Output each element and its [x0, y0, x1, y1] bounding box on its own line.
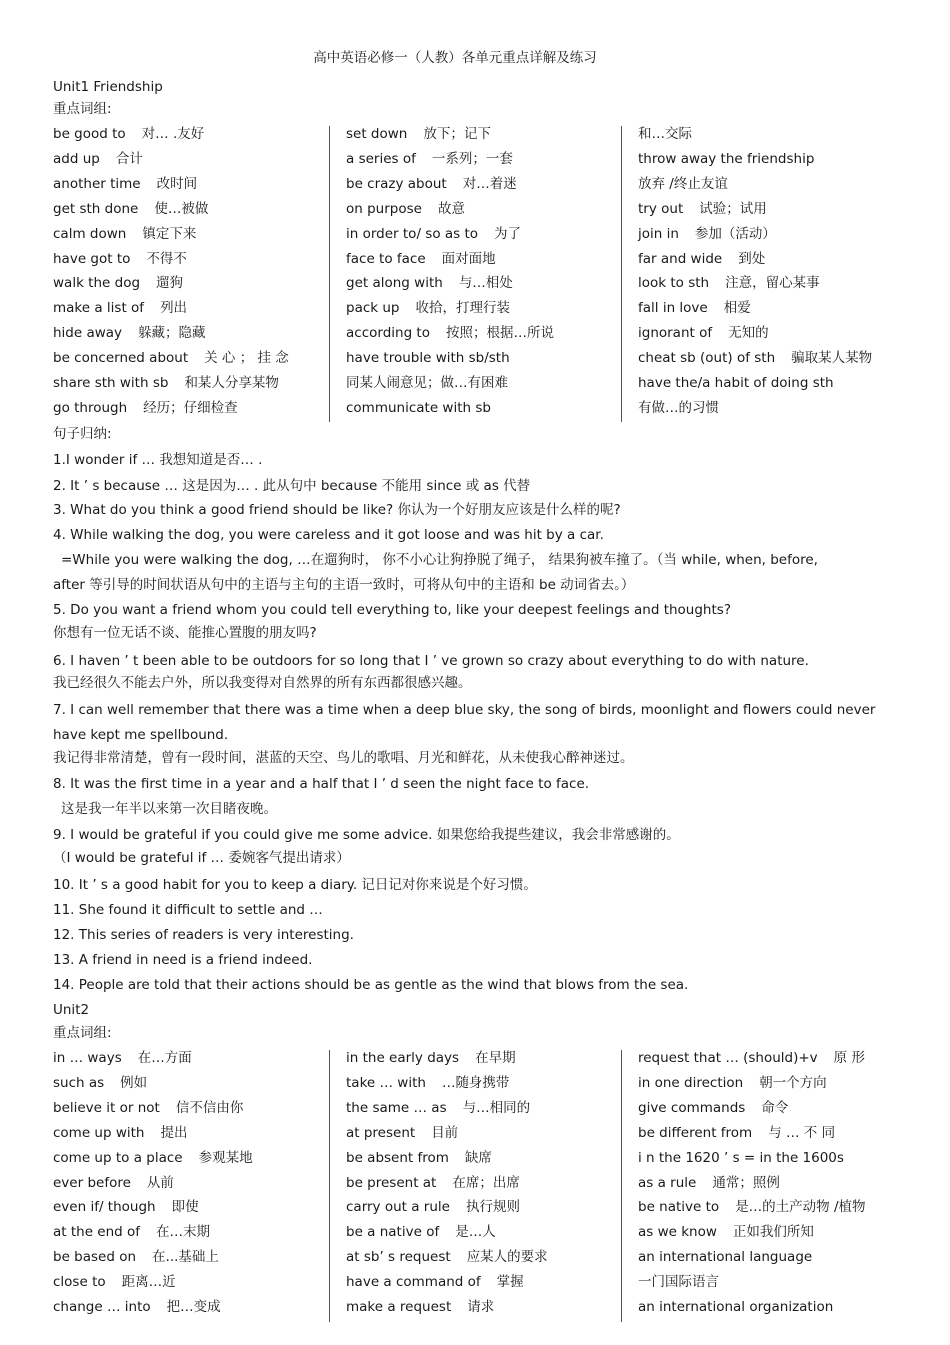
- vocab-english: get along with: [346, 275, 443, 292]
- vocab-item: [346, 350, 510, 366]
- vocab-english: have the/a habit of doing sth: [638, 375, 834, 391]
- vocab-chinese: 和某人分享某物: [184, 375, 279, 391]
- vocab-item: [346, 400, 491, 416]
- vocab-chinese: 相爱: [723, 300, 751, 317]
- vocab-chinese: 即使: [171, 1199, 199, 1216]
- vocab-chinese: 使…被做: [154, 200, 209, 217]
- vocab-english: share sth with sb: [53, 375, 169, 391]
- vocab-chinese: 例如: [120, 1074, 148, 1091]
- column-divider: [329, 126, 330, 422]
- vocab-chinese: 对…着迷: [462, 175, 517, 192]
- vocab-english: close to: [53, 1274, 106, 1291]
- column-divider: [621, 1050, 622, 1322]
- vocab-item: [346, 1274, 524, 1290]
- vocab-chinese: 从前: [146, 1174, 174, 1191]
- vocab-chinese: 放下；记下: [423, 126, 491, 142]
- vocab-english: carry out a rule: [346, 1199, 450, 1216]
- vocab-chinese: 在席；出席: [452, 1174, 520, 1191]
- vocab-item: [346, 275, 513, 291]
- sentence-line: 12. This series of readers is very interesting.: [53, 927, 354, 943]
- vocab-english: in order to/ so as to: [346, 225, 479, 242]
- document-title: 高中英语必修一（人教）各单元重点详解及练习: [313, 50, 597, 66]
- vocab-item: [53, 1175, 174, 1191]
- vocab-item: [346, 201, 465, 217]
- vocab-chinese: 为了: [494, 225, 522, 242]
- vocab-chinese: 列出: [160, 300, 188, 317]
- vocab-chinese: 把…变成: [166, 1299, 221, 1315]
- vocab-chinese: 在…方面: [137, 1050, 192, 1066]
- vocab-item: [346, 1150, 492, 1166]
- vocab-english: take … with: [346, 1074, 426, 1091]
- vocab-chinese: 目前: [431, 1124, 459, 1141]
- vocab-english: add up: [53, 150, 100, 167]
- vocab-english: at present: [346, 1124, 416, 1141]
- vocab-chinese: 应某人的要求: [466, 1249, 548, 1266]
- vocab-chinese: 注意，留心某事: [725, 275, 820, 292]
- unit2-vocab-label: 重点词组:: [53, 1025, 112, 1041]
- vocab-item: [638, 1224, 814, 1240]
- vocab-english: far and wide: [638, 250, 723, 267]
- column-divider: [329, 1050, 330, 1322]
- sentence-line: after 等引导的时间状语从句中的主语与主句的主语一致时，可将从句中的主语和 be 动词省去。）: [53, 577, 635, 593]
- sentence-line: have kept me spellbound.: [53, 727, 229, 743]
- vocab-english: be different from: [638, 1124, 753, 1141]
- vocab-item: [346, 325, 554, 341]
- vocab-chinese: 掌握: [496, 1274, 524, 1291]
- vocab-item: [53, 325, 206, 341]
- vocab-english: make a request: [346, 1299, 452, 1315]
- vocab-item: [53, 1100, 243, 1116]
- vocab-item: [638, 1100, 788, 1116]
- vocab-english: calm down: [53, 225, 127, 242]
- vocab-english: the same … as: [346, 1099, 447, 1116]
- vocab-english: face to face: [346, 250, 426, 267]
- vocab-chinese: 和…交际: [638, 126, 692, 142]
- vocab-english: get sth done: [53, 200, 139, 217]
- vocab-chinese: 改时间: [156, 175, 198, 192]
- vocab-item: [53, 350, 289, 366]
- vocab-chinese: 与…相同的: [462, 1099, 531, 1116]
- vocab-chinese: 有做…的习惯: [638, 399, 719, 416]
- vocab-english: walk the dog: [53, 275, 141, 292]
- vocab-chinese: 骗取某人某物: [791, 350, 873, 367]
- vocab-item: [53, 176, 197, 192]
- vocab-chinese: 一门国际语言: [638, 1274, 719, 1291]
- vocab-chinese: 躲藏；隐藏: [138, 325, 206, 342]
- vocab-english: join in: [638, 225, 679, 242]
- vocab-chinese: 参加（活动）: [694, 225, 776, 242]
- vocab-english: be a native of: [346, 1224, 440, 1241]
- vocab-item: [346, 1100, 530, 1116]
- sentence-line: 13. A friend in need is a friend indeed.: [53, 952, 313, 968]
- unit2-title: Unit2: [53, 1002, 90, 1018]
- vocab-item: [53, 1299, 221, 1315]
- vocab-english: hide away: [53, 325, 123, 342]
- vocab-item: [53, 1224, 210, 1240]
- vocab-item: [346, 1175, 520, 1191]
- vocab-english: be present at: [346, 1174, 437, 1191]
- vocab-english: be based on: [53, 1249, 137, 1266]
- sentence-line: 1.I wonder if … 我想知道是否… .: [53, 452, 263, 468]
- vocab-english: come up with: [53, 1124, 145, 1141]
- vocab-english: believe it or not: [53, 1099, 160, 1116]
- vocab-item: [53, 375, 279, 391]
- sentence-line: =While you were walking the dog, …在遛狗时， 你不小心让狗挣脱了绳子， 结果狗被车撞了。（当 while, when, before,: [61, 552, 818, 568]
- vocab-item: [53, 1125, 188, 1141]
- vocab-english: make a list of: [53, 300, 145, 317]
- vocab-chinese: 经历；仔细检查: [143, 399, 238, 416]
- vocab-item: [53, 126, 204, 142]
- vocab-item: [53, 1199, 199, 1215]
- vocab-chinese: 故意: [437, 200, 465, 217]
- vocab-item: [53, 1150, 253, 1166]
- vocab-english: a series of: [346, 150, 416, 167]
- sentence-line: 14. People are told that their actions should be as gentle as the wind that blows from the sea.: [53, 977, 689, 993]
- vocab-chinese: 在早期: [475, 1050, 516, 1066]
- vocab-item: [346, 1299, 494, 1315]
- vocab-item: [346, 1249, 548, 1265]
- sentence-line: 4. While walking the dog, you were careless and it got loose and was hit by a car.: [53, 527, 604, 543]
- vocab-item: [53, 1050, 192, 1066]
- sentence-line: 7. I can well remember that there was a time when a deep blue sky, the song of birds, moonlight and flowers could never: [53, 702, 876, 718]
- vocab-item: [53, 1075, 147, 1091]
- vocab-english: in one direction: [638, 1074, 744, 1091]
- vocab-chinese: 通常；照例: [712, 1174, 780, 1191]
- sentence-line: 我记得非常清楚，曾有一段时间，湛蓝的天空、鸟儿的歌唱、月光和鲜花，从未使我心醉神迷过。: [53, 750, 634, 766]
- vocab-item: [346, 1224, 496, 1240]
- unit1-title: Unit1 Friendship: [53, 79, 163, 95]
- vocab-english: an international language: [638, 1249, 813, 1266]
- vocab-chinese: 无知的: [728, 325, 769, 342]
- vocab-item: [53, 300, 187, 316]
- vocab-chinese: 信不信由你: [175, 1099, 244, 1116]
- vocab-item: [53, 1249, 219, 1265]
- vocab-english: an international organization: [638, 1299, 834, 1315]
- vocab-item: [638, 1274, 719, 1290]
- vocab-chinese: 正如我们所知: [732, 1224, 814, 1241]
- vocab-chinese: 在…末期: [156, 1224, 211, 1241]
- vocab-english: change … into: [53, 1299, 151, 1315]
- sentence-line: 8. It was the first time in a year and a half that I ’ d seen the night face to face.: [53, 776, 590, 792]
- vocab-item: [638, 325, 769, 341]
- vocab-chinese: 放弃 /终止友谊: [638, 175, 728, 192]
- sentence-line: 你想有一位无话不谈、能推心置腹的朋友吗?: [53, 625, 317, 641]
- vocab-chinese: 执行规则: [465, 1199, 520, 1216]
- sentence-line: 5. Do you want a friend whom you could tell everything to, like your deepest feelings and thoughts?: [53, 602, 731, 618]
- vocab-english: fall in love: [638, 300, 708, 317]
- vocab-english: come up to a place: [53, 1149, 183, 1166]
- unit1-vocab-grid: [53, 126, 903, 426]
- vocab-english: another time: [53, 175, 141, 192]
- vocab-english: look to sth: [638, 275, 710, 292]
- vocab-item: [638, 1175, 780, 1191]
- vocab-english: even if/ though: [53, 1199, 156, 1216]
- vocab-chinese: 到处: [738, 250, 766, 267]
- vocab-english: have trouble with sb/sth: [346, 350, 510, 367]
- vocab-chinese: 是…的土产动物 /植物: [735, 1199, 866, 1216]
- vocab-item: [638, 1050, 865, 1066]
- vocab-english: have got to: [53, 250, 131, 267]
- vocab-english: i n the 1620 ’ s = in the 1600s: [638, 1149, 844, 1166]
- vocab-chinese: 朝一个方向: [759, 1074, 827, 1091]
- vocab-english: as a rule: [638, 1174, 697, 1191]
- vocab-item: [638, 151, 814, 167]
- vocab-item: [638, 375, 834, 391]
- vocab-item: [346, 176, 517, 192]
- vocab-english: throw away the friendship: [638, 150, 815, 167]
- vocab-item: [638, 1125, 835, 1141]
- vocab-item: [638, 350, 872, 366]
- vocab-chinese: 按照；根据…所说: [445, 325, 554, 342]
- vocab-english: pack up: [346, 300, 400, 317]
- vocab-english: communicate with sb: [346, 399, 491, 416]
- vocab-chinese: 对… .友好: [141, 126, 205, 142]
- vocab-item: [638, 275, 820, 291]
- vocab-chinese: 收拾，打理行装: [415, 300, 510, 317]
- vocab-chinese: 与 … 不 同: [768, 1124, 836, 1141]
- vocab-item: [53, 201, 208, 217]
- vocab-chinese: 距离…近: [121, 1274, 176, 1291]
- vocab-english: such as: [53, 1074, 105, 1091]
- column-divider: [621, 126, 622, 422]
- vocab-item: [53, 400, 238, 416]
- vocab-chinese: 关 心 ； 挂 念: [204, 350, 289, 367]
- vocab-english: request that … (should)+v: [638, 1050, 818, 1066]
- sentence-line: 我已经很久不能去户外，所以我变得对自然界的所有东西都很感兴趣。: [53, 675, 472, 691]
- vocab-english: at sb’ s request: [346, 1249, 451, 1266]
- unit1-sentence-label: 句子归纳:: [53, 426, 112, 442]
- vocab-chinese: 一系列；一套: [431, 150, 513, 167]
- vocab-chinese: …随身携带: [441, 1074, 510, 1091]
- vocab-english: try out: [638, 200, 684, 217]
- vocab-english: ignorant of: [638, 325, 713, 342]
- vocab-english: as we know: [638, 1224, 717, 1241]
- vocab-chinese: 试验；试用: [699, 200, 767, 217]
- vocab-english: in … ways: [53, 1050, 122, 1066]
- sentence-line: 3. What do you think a good friend should be like? 你认为一个好朋友应该是什么样的呢?: [53, 502, 621, 518]
- vocab-item: [346, 151, 513, 167]
- vocab-item: [638, 400, 719, 416]
- vocab-english: on purpose: [346, 200, 422, 217]
- vocab-item: [638, 1075, 827, 1091]
- sentence-line: 6. I haven ’ t been able to be outdoors for so long that I ’ ve grown so crazy about everything to do with nature.: [53, 653, 809, 669]
- vocab-item: [346, 126, 491, 142]
- vocab-item: [638, 226, 776, 242]
- vocab-item: [53, 275, 183, 291]
- vocab-english: cheat sb (out) of sth: [638, 350, 776, 367]
- vocab-item: [346, 1075, 509, 1091]
- vocab-item: [346, 1125, 458, 1141]
- vocab-item: [638, 1249, 812, 1265]
- unit1-vocab-label: 重点词组:: [53, 101, 112, 117]
- vocab-chinese: 合计: [115, 150, 143, 167]
- vocab-chinese: 缺席: [464, 1149, 492, 1166]
- vocab-item: [346, 226, 521, 242]
- vocab-item: [346, 375, 508, 391]
- vocab-item: [638, 300, 751, 316]
- vocab-chinese: 不得不: [146, 250, 187, 267]
- vocab-item: [638, 1199, 866, 1215]
- vocab-item: [346, 251, 496, 267]
- vocab-english: in the early days: [346, 1050, 460, 1066]
- vocab-item: [53, 226, 196, 242]
- unit2-vocab-grid: [53, 1050, 903, 1325]
- vocab-chinese: 参观某地: [198, 1149, 253, 1166]
- vocab-item: [346, 300, 510, 316]
- vocab-english: at the end of: [53, 1224, 141, 1241]
- sentence-line: 11. She found it difficult to settle and …: [53, 902, 323, 918]
- sentence-line: 2. It ’ s because … 这是因为… . 此从句中 because 不能用 since 或 as 代替: [53, 478, 531, 494]
- vocab-chinese: 面对面地: [441, 250, 496, 267]
- vocab-english: be concerned about: [53, 350, 189, 367]
- vocab-item: [346, 1050, 516, 1066]
- vocab-chinese: 在...基础上: [152, 1249, 219, 1266]
- vocab-chinese: 命令: [761, 1099, 789, 1116]
- vocab-chinese: 是…人: [455, 1224, 496, 1241]
- sentence-line: 10. It ’ s a good habit for you to keep a diary. 记日记对你来说是个好习惯。: [53, 877, 537, 893]
- sentence-line: （I would be grateful if … 委婉客气提出请求）: [53, 850, 350, 866]
- sentence-line: 这是我一年半以来第一次目睹夜晚。: [61, 801, 277, 817]
- vocab-item: [638, 251, 765, 267]
- vocab-english: have a command of: [346, 1274, 481, 1291]
- vocab-english: according to: [346, 325, 430, 342]
- vocab-chinese: 请求: [467, 1299, 495, 1315]
- vocab-item: [53, 151, 143, 167]
- vocab-item: [346, 1199, 520, 1215]
- vocab-chinese: 与…相处: [458, 275, 513, 292]
- vocab-english: be absent from: [346, 1149, 449, 1166]
- vocab-english: give commands: [638, 1099, 746, 1116]
- vocab-item: [638, 201, 767, 217]
- vocab-english: be crazy about: [346, 175, 447, 192]
- vocab-english: ever before: [53, 1174, 131, 1191]
- vocab-english: go through: [53, 399, 128, 416]
- vocab-chinese: 遛狗: [156, 275, 184, 292]
- vocab-chinese: 镇定下来: [142, 225, 197, 242]
- vocab-item: [638, 176, 728, 192]
- vocab-chinese: 原 形: [833, 1050, 865, 1066]
- sentence-line: 9. I would be grateful if you could give me some advice. 如果您给我提些建议，我会非常感谢的。: [53, 827, 680, 843]
- vocab-english: set down: [346, 126, 408, 142]
- vocab-item: [638, 126, 692, 142]
- vocab-item: [53, 1274, 176, 1290]
- vocab-english: be native to: [638, 1199, 720, 1216]
- vocab-chinese: 提出: [160, 1124, 188, 1141]
- vocab-chinese: 同某人闹意见；做…有困难: [346, 375, 508, 391]
- vocab-english: be good to: [53, 126, 126, 142]
- vocab-item: [53, 251, 187, 267]
- vocab-item: [638, 1150, 844, 1166]
- vocab-item: [638, 1299, 833, 1315]
